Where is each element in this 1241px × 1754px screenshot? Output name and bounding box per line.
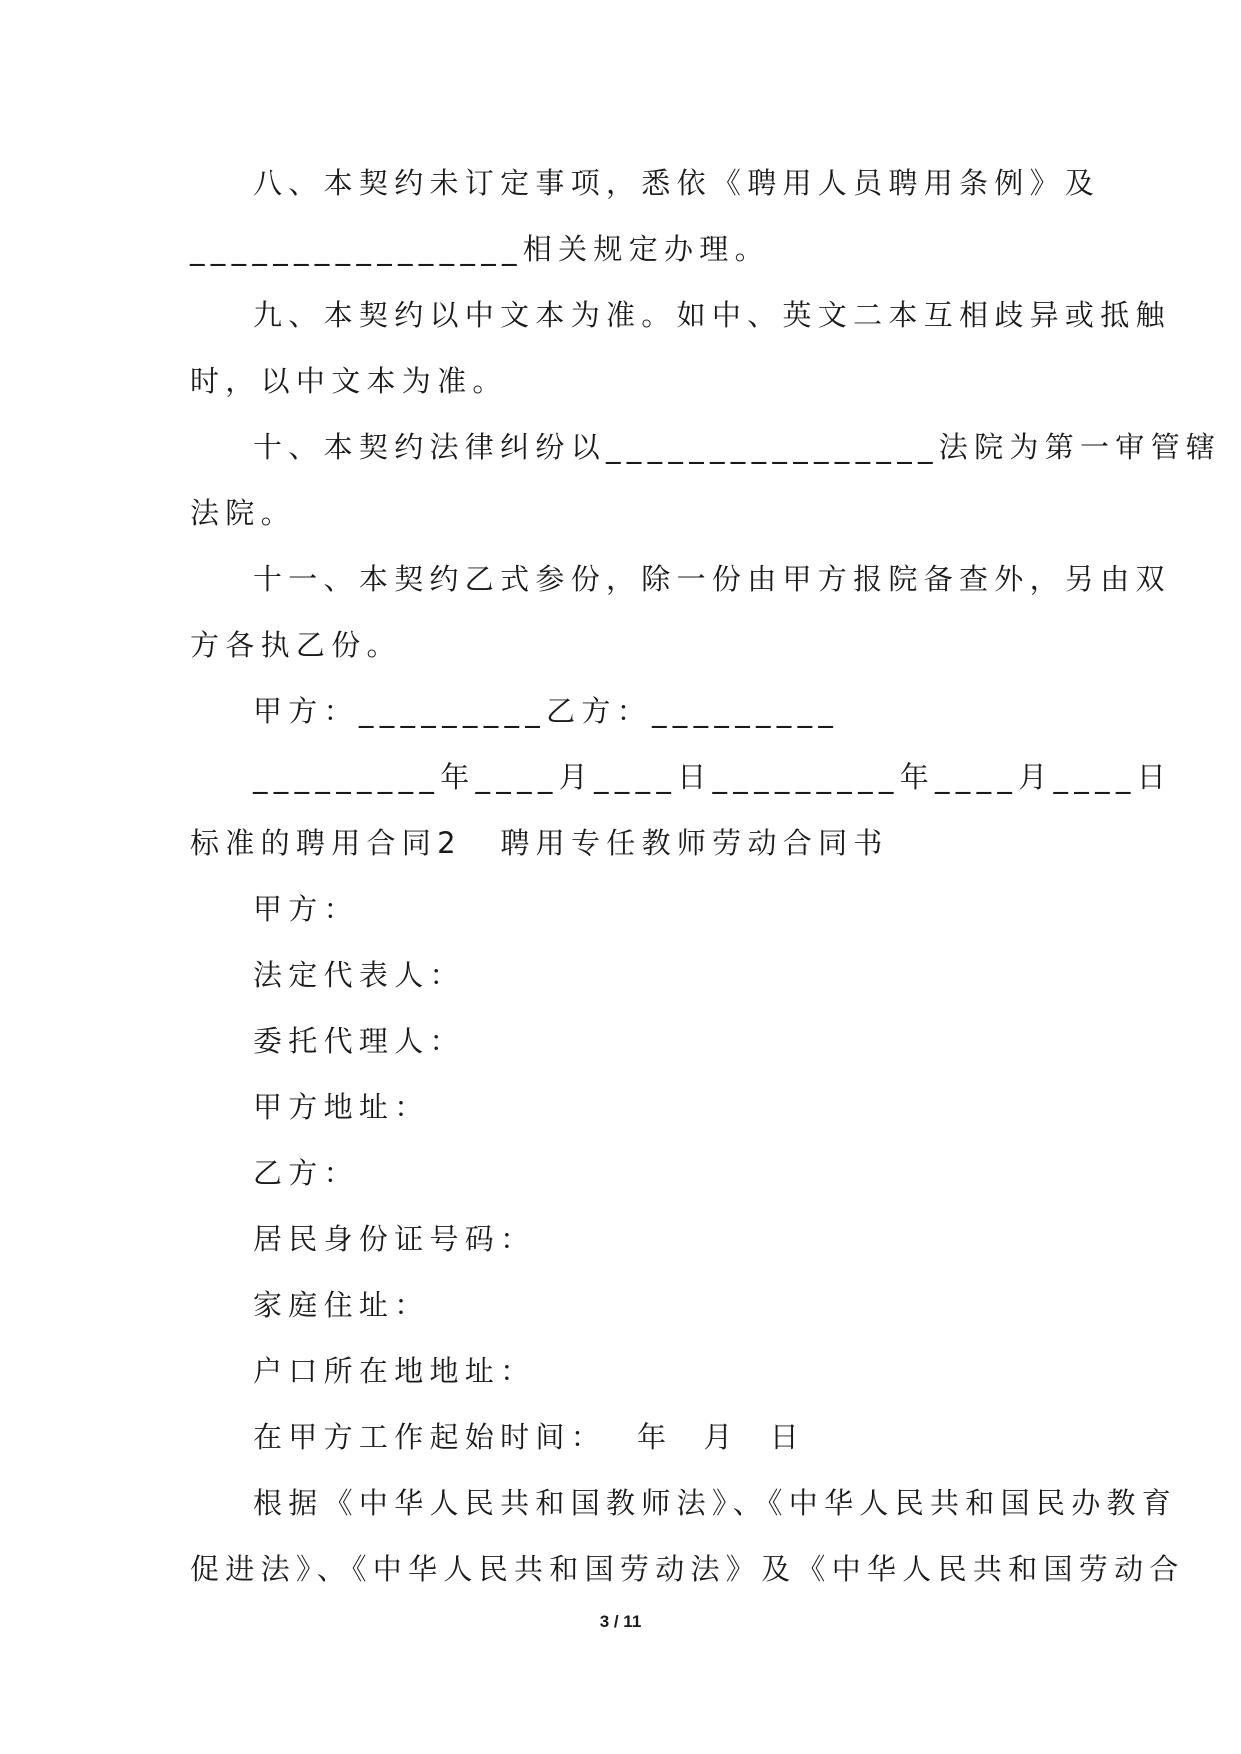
party-a-address-label: 甲方地址：: [253, 1090, 430, 1124]
signature-parties: 甲方：_________乙方：_________: [253, 694, 840, 728]
clause-11-line-1: 十一、本契约乙式参份，除一份由甲方报院备查外，另由双: [253, 562, 1171, 596]
preamble-line-2: 促进法》、《中华人民共和国劳动法》及《中华人民共和国劳动合: [190, 1552, 1185, 1586]
clause-8-line-2: ________________相关规定办理。: [190, 232, 770, 266]
clause-10-line-1: 十、本契约法律纠纷以________________法院为第一审管辖: [253, 430, 1222, 464]
legal-representative-label: 法定代表人：: [253, 958, 465, 992]
signature-dates: _________年____月____日_________年____月____日: [253, 760, 1172, 794]
id-number-label: 居民身份证号码：: [253, 1222, 536, 1256]
clause-11-line-2: 方各执乙份。: [190, 628, 402, 662]
preamble-line-1: 根据《中华人民共和国教师法》、《中华人民共和国民办教育: [253, 1486, 1178, 1520]
authorized-agent-label: 委托代理人：: [253, 1024, 465, 1058]
clause-10-line-2: 法院。: [190, 496, 296, 530]
party-b-label: 乙方：: [253, 1156, 359, 1190]
home-address-label: 家庭住址：: [253, 1288, 430, 1322]
hukou-address-label: 户口所在地地址：: [253, 1354, 536, 1388]
clause-9-line-2: 时，以中文本为准。: [190, 364, 508, 398]
section-title: 标准的聘用合同2 聘用专任教师劳动合同书: [190, 826, 889, 860]
start-date-label: 在甲方工作起始时间： 年 月 日: [253, 1420, 806, 1454]
party-a-label: 甲方：: [253, 892, 359, 926]
page-number: 3 / 11: [599, 1612, 642, 1631]
clause-9-line-1: 九、本契约以中文本为准。如中、英文二本互相歧异或抵触: [253, 298, 1171, 332]
clause-8-line-1: 八、本契约未订定事项，悉依《聘用人员聘用条例》及: [253, 166, 1101, 200]
